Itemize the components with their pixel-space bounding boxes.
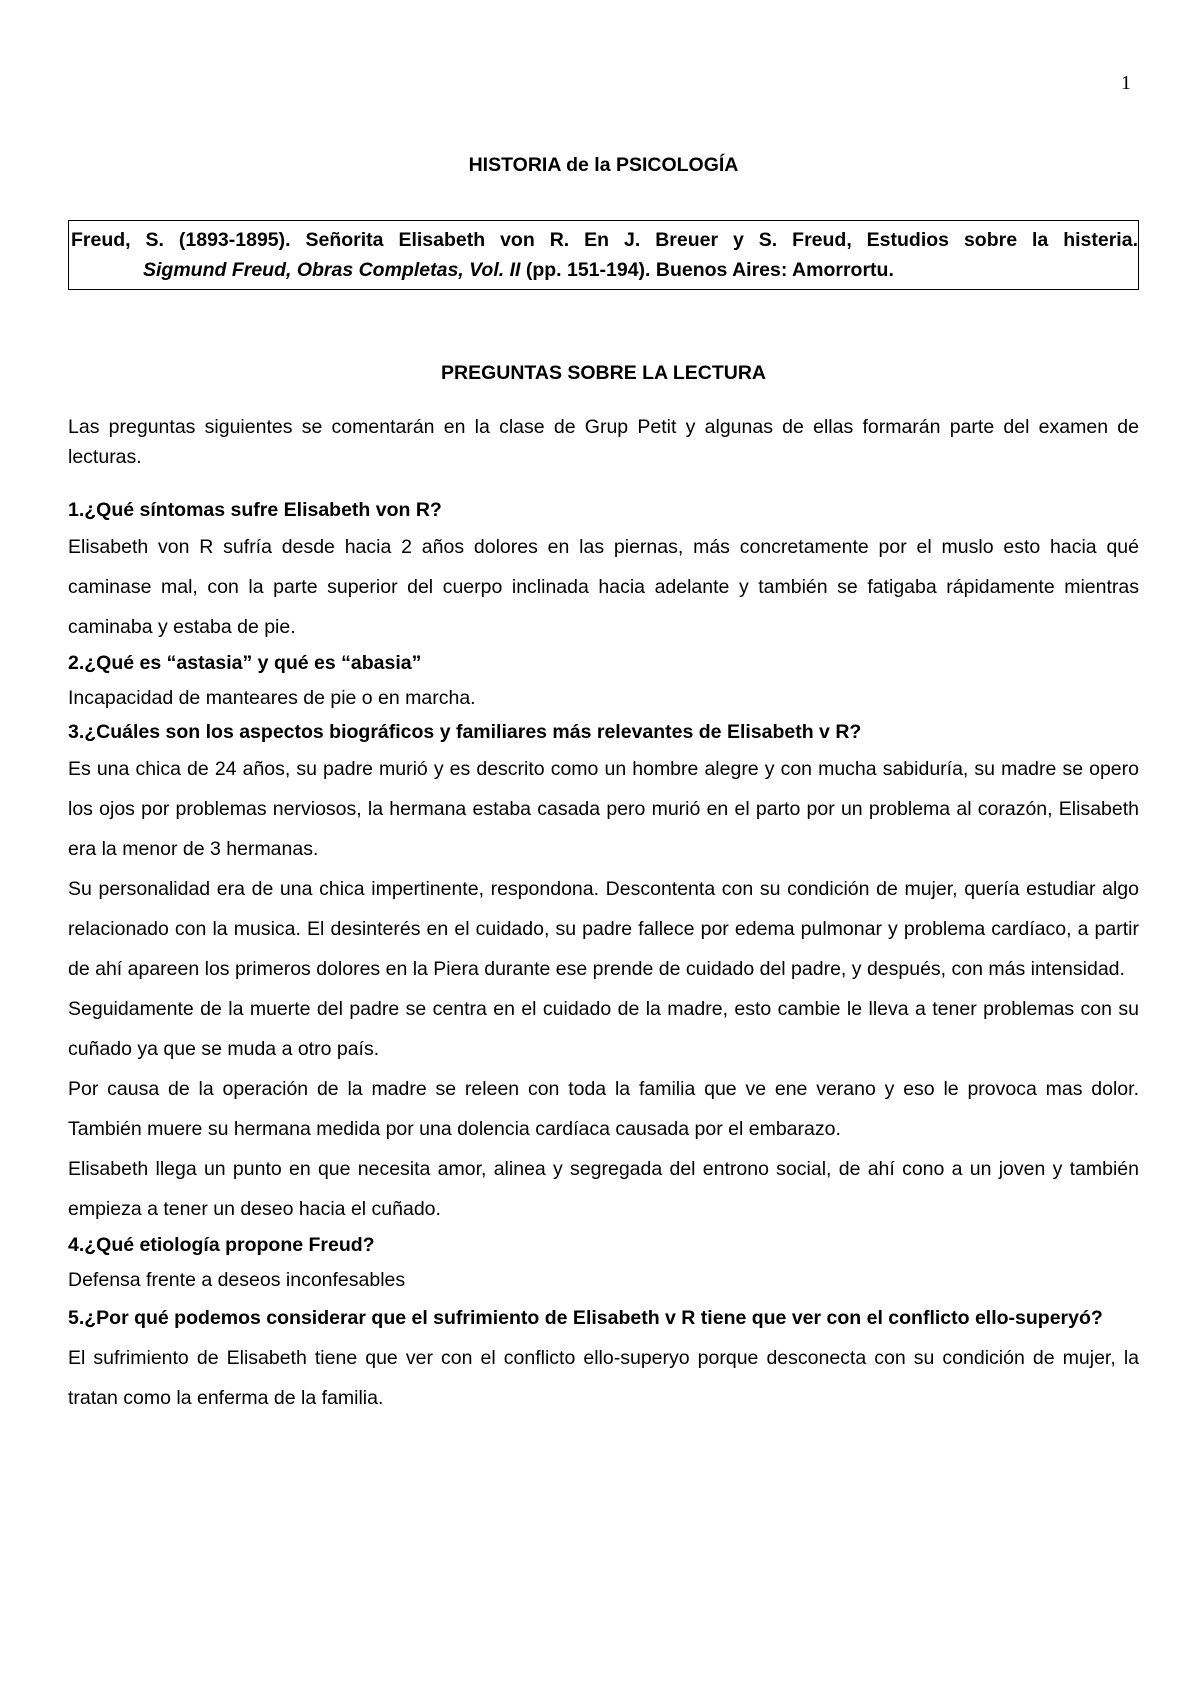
citation-box bbox=[68, 220, 1139, 290]
intro-paragraph: Las preguntas siguientes se comentarán en la clase de Grup Petit y algunas de ellas formarán parte del examen de lecturas. bbox=[68, 416, 1139, 468]
citation-line-1: Freud, S. (1893-1895). Señorita Elisabeth von R. En J. Breuer y S. Freud, Estudios sobre la histeria. bbox=[71, 229, 1138, 251]
answer-3-paragraph-2: Su personalidad era de una chica impertinente, respondona. Descontenta con su condición de mujer, quería estudiar algo relacionado con la musica. El desinterés en el cuidado, su padre fallece por edema pulmonar y problema cardíaco, a partir de ahí apareen los primeros dolores en la Piera durante ese prende de cuidado del padre, y después, con más intensidad. bbox=[68, 878, 1139, 980]
answer-5: El sufrimiento de Elisabeth tiene que ver con el conflicto ello-superyo porque desconecta con su condición de mujer, la tratan como la enferma de la familia. bbox=[68, 1347, 1139, 1409]
question-2: 2.¿Qué es “astasia” y qué es “abasia” bbox=[68, 652, 422, 674]
question-5: 5.¿Por qué podemos considerar que el sufrimiento de Elisabeth v R tiene que ver con el conflicto ello-superyó? bbox=[68, 1307, 1103, 1329]
answer-4: Defensa frente a deseos inconfesables bbox=[68, 1269, 406, 1291]
question-block-4 bbox=[68, 1229, 1139, 1298]
course-title: HISTORIA de la PSICOLOGÍA bbox=[468, 154, 739, 176]
question-block-2 bbox=[68, 647, 1139, 716]
answer-1: Elisabeth von R sufría desde hacia 2 años dolores en las piernas, más concretamente por el muslo esto hacia qué caminase mal, con la parte superior del cuerpo inclinada hacia adelante y también se fatigaba rápidamente mientras caminaba y estaba de pie. bbox=[68, 536, 1139, 638]
answer-3-paragraph-1: Es una chica de 24 años, su padre murió y es descrito como un hombre alegre y con mucha sabiduría, su madre se opero los ojos por problemas nerviosos, la hermana estaba casada pero murió en el parto por un problema al corazón, Elisabeth era la menor de 3 hermanas. bbox=[68, 758, 1139, 860]
question-block-3 bbox=[68, 716, 1139, 1229]
answer-3-paragraph-4: Por causa de la operación de la madre se releen con toda la familia que ve ene verano y eso le provoca mas dolor. También muere su hermana medida por una dolencia cardíaca causada por el embarazo. bbox=[68, 1078, 1139, 1140]
answer-3-paragraph-5: Elisabeth llega un punto en que necesita amor, alinea y segregada del entrono social, de ahí cono a un joven y también empieza a tener un deseo hacia el cuñado. bbox=[68, 1158, 1139, 1220]
question-3: 3.¿Cuáles son los aspectos biográficos y familiares más relevantes de Elisabeth v R? bbox=[68, 721, 862, 743]
citation-source-rest: (pp. 151-194). Buenos Aires: Amorrortu. bbox=[520, 259, 894, 281]
citation-line-2 bbox=[71, 255, 1138, 285]
question-block-5 bbox=[68, 1298, 1139, 1418]
answer-3-paragraph-3: Seguidamente de la muerte del padre se centra en el cuidado de la madre, esto cambie le lleva a tener problemas con su cuñado ya que se muda a otro país. bbox=[68, 998, 1139, 1060]
page-number: 1 bbox=[1121, 72, 1131, 94]
question-4: 4.¿Qué etiología propone Freud? bbox=[68, 1234, 375, 1256]
document-content bbox=[68, 150, 1139, 1418]
question-block-1 bbox=[68, 494, 1139, 647]
answer-2: Incapacidad de manteares de pie o en marcha. bbox=[68, 687, 476, 709]
citation-source-italic: Sigmund Freud, Obras Completas, Vol. II bbox=[143, 259, 521, 281]
question-1: 1.¿Qué síntomas sufre Elisabeth von R? bbox=[68, 499, 442, 521]
section-title: PREGUNTAS SOBRE LA LECTURA bbox=[440, 362, 766, 384]
